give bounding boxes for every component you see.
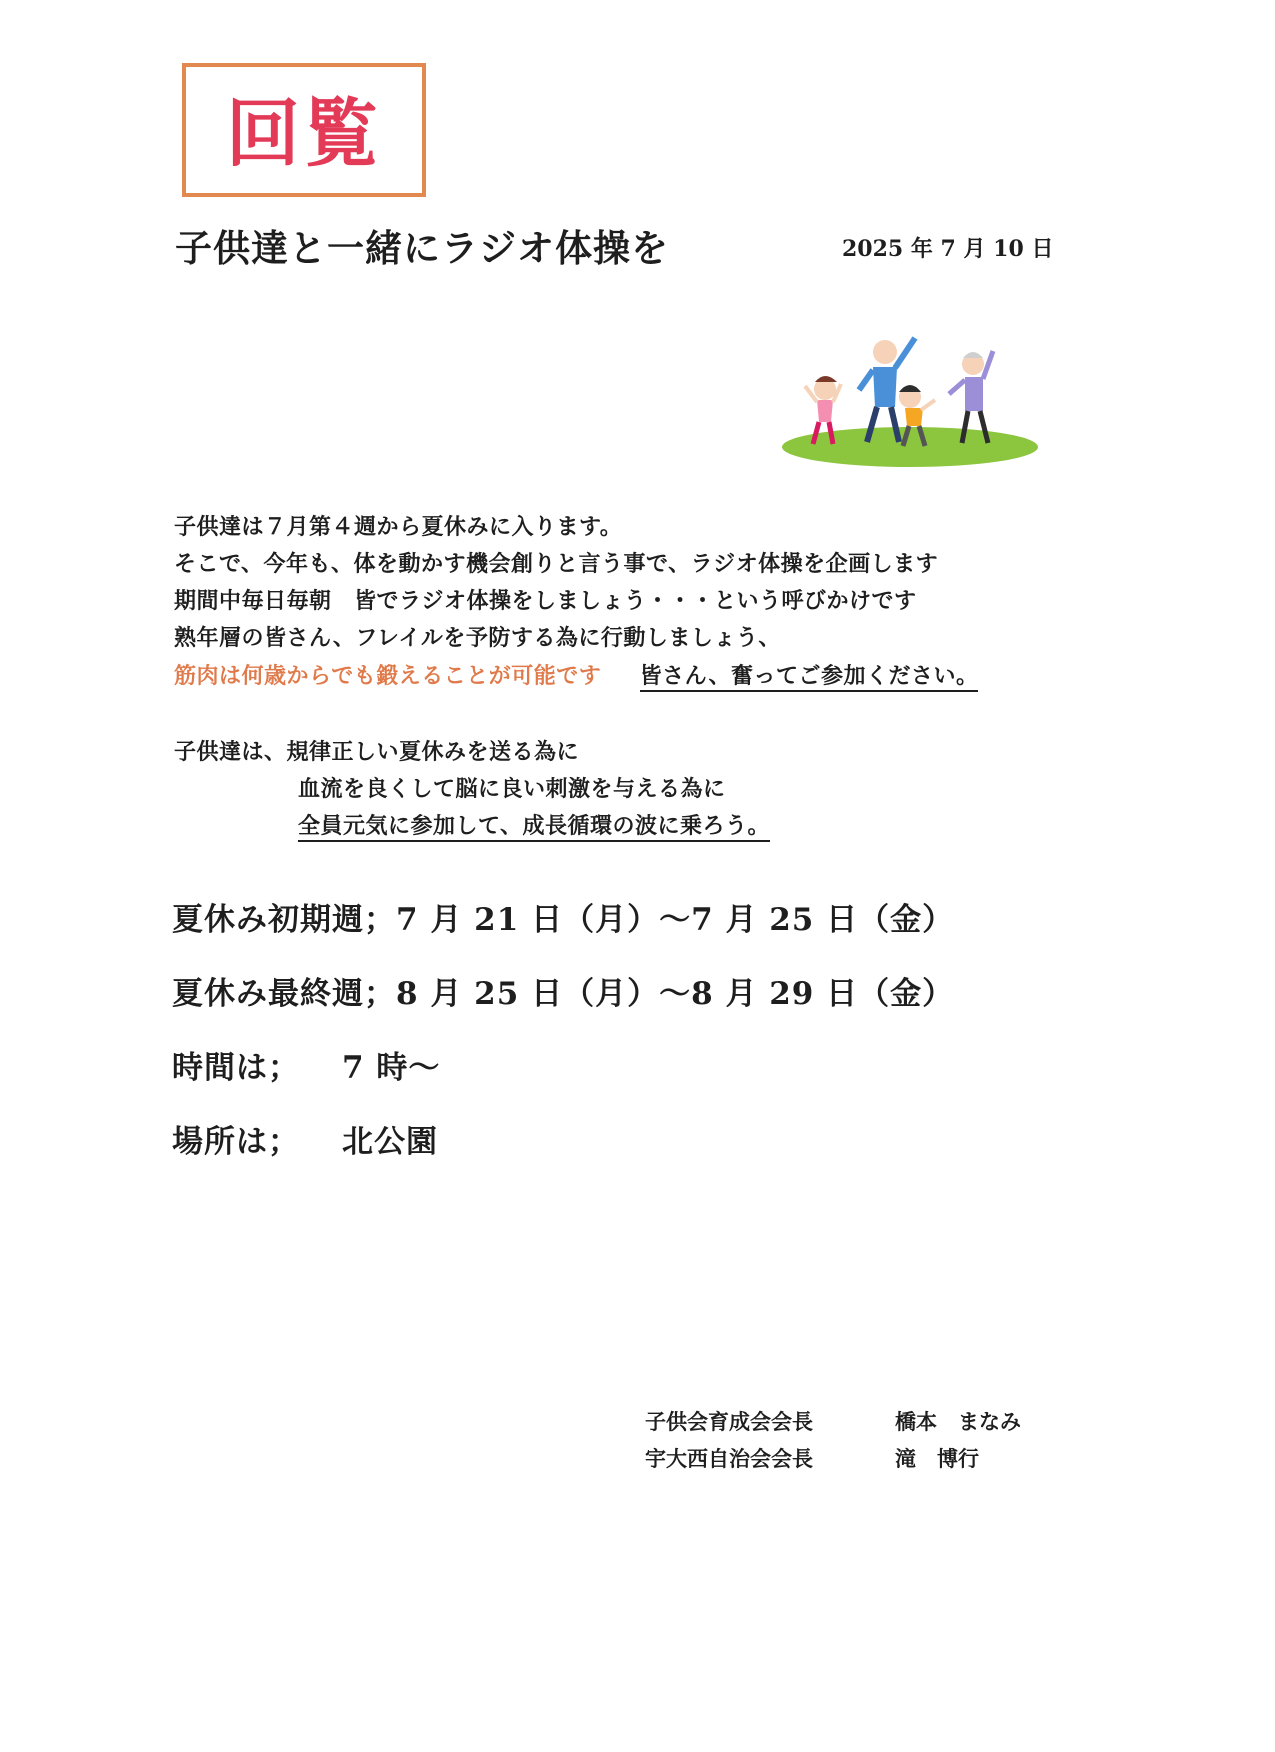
time-label: 時間は； [172, 1050, 300, 1086]
signature-name: 滝 博行 [895, 1446, 979, 1471]
signature-1 [645, 1406, 1021, 1436]
stamp-text: 回覧 [226, 91, 382, 177]
document-date: 2025 年 7 月 10 日 [842, 236, 1054, 262]
children-slogan: 全員元気に参加して、成長循環の波に乗ろう。 [298, 813, 770, 842]
signature-title: 宇大西自治会会長 [645, 1446, 813, 1471]
children-line-1: 子供達は、規律正しい夏休みを送る為に [174, 739, 580, 765]
intro-line-4: 熟年層の皆さん、フレイルを予防する為に行動しましょう、 [174, 625, 781, 651]
schedule-week-2: 夏休み最終週；8 月 25 日（月）～8 月 29 日（金） [172, 976, 955, 1012]
radio-exercise-people-illustration [775, 322, 1045, 472]
participation-call: 皆さん、奮ってご参加ください。 [640, 663, 979, 692]
schedule-week-1: 夏休み初期週；7 月 21 日（月）～7 月 25 日（金） [172, 902, 955, 938]
signature-title: 子供会育成会会長 [645, 1409, 813, 1434]
circulation-stamp [182, 63, 426, 197]
schedule-time [172, 1042, 440, 1087]
intro-line-1: 子供達は７月第４週から夏休みに入ります。 [174, 514, 623, 540]
children-line-3 [298, 809, 770, 840]
intro-line-5 [174, 659, 978, 690]
muscle-note: 筋肉は何歳からでも鍛えることが可能です [174, 663, 602, 689]
intro-line-2: そこで、今年も、体を動かす機会創りと言う事で、ラジオ体操を企画します [174, 551, 939, 577]
intro-line-3: 期間中毎日毎朝 皆でラジオ体操をしましょう・・・という呼びかけです [174, 588, 917, 614]
signature-name: 橋本 まなみ [895, 1409, 1021, 1434]
page-title: 子供達と一緒にラジオ体操を [175, 227, 669, 270]
signature-2 [645, 1443, 979, 1473]
schedule-place [172, 1116, 438, 1161]
children-line-2: 血流を良くして脳に良い刺激を与える為に [298, 776, 726, 802]
place-value: 北公園 [342, 1124, 438, 1160]
time-value: 7 時～ [342, 1050, 441, 1086]
place-label: 場所は； [172, 1124, 300, 1160]
